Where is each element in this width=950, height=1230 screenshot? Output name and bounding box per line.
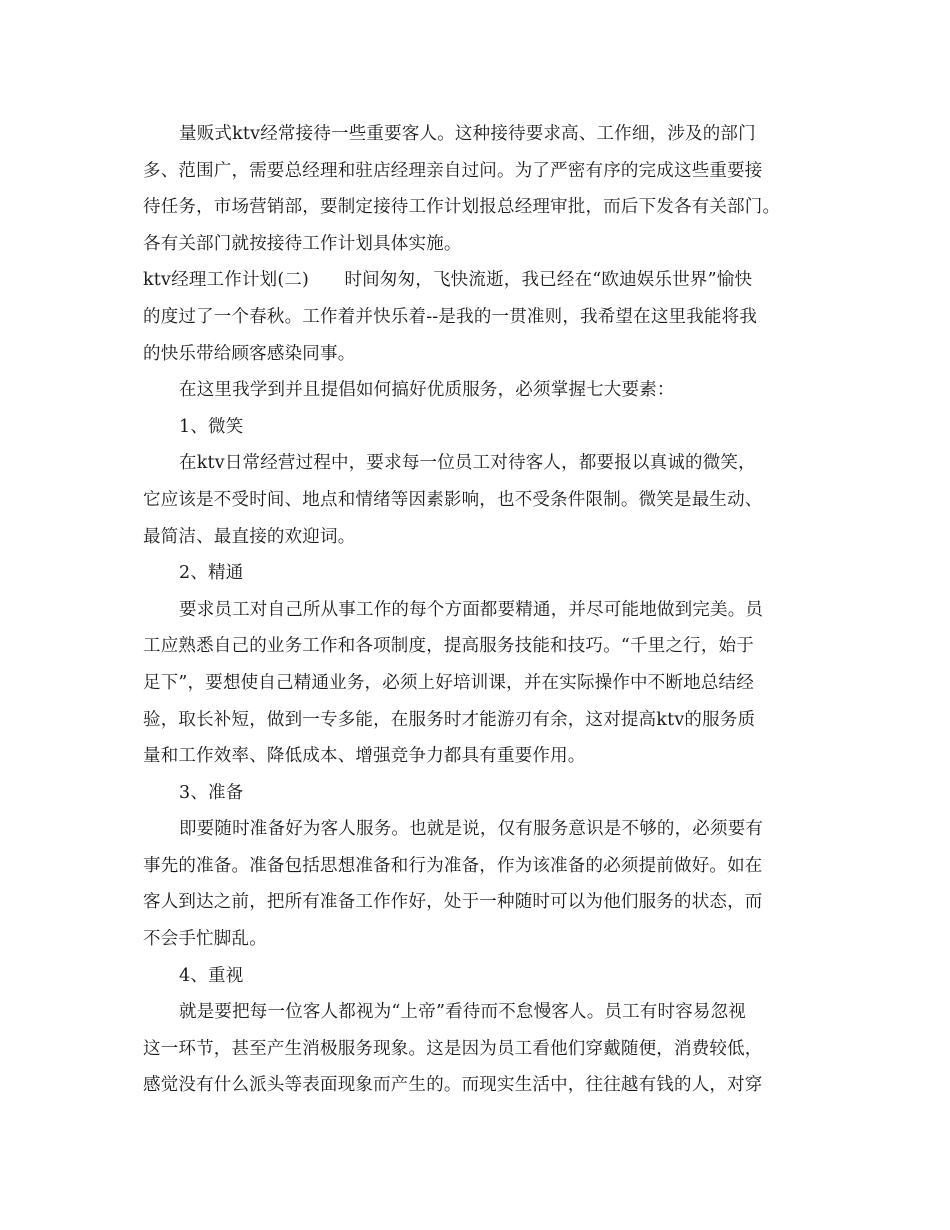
text-line: 待任务，市场营销部，要制定接待工作计划报总经理审批，而后下发各有关部门。	[143, 197, 781, 218]
text-line: 的快乐带给顾客感染同事。	[143, 343, 356, 364]
text-line: 最简洁、最直接的欢迎词。	[143, 526, 356, 547]
text-line: 各有关部门就按接待工作计划具体实施。	[143, 233, 462, 254]
text-line: 多、范围广，需要总经理和驻店经理亲自过问。为了严密有序的完成这些重要接	[143, 160, 763, 181]
list-heading-preparation: 3、准备	[179, 782, 244, 803]
text-line: 工应熟悉自己的业务工作和各项制度，提高服务技能和技巧。“千里之行，始于	[143, 636, 754, 657]
text-line: 它应该是不受时间、地点和情绪等因素影响，也不受条件限制。微笑是最生动、	[143, 489, 763, 510]
text-line: 量贩式ktv经常接待一些重要客人。这种接待要求高、工作细，涉及的部门	[179, 124, 756, 144]
text-line: 在ktv日常经营过程中，要求每一位员工对待客人，都要报以真诚的微笑，	[179, 453, 756, 474]
text-line: 感觉没有什么派头等表面现象而产生的。而现实生活中，往往越有钱的人，对穿	[143, 1075, 763, 1096]
text-line: 事先的准备。准备包括思想准备和行为准备，作为该准备的必须提前做好。如在	[143, 855, 763, 876]
list-heading-proficiency: 2、精通	[179, 563, 244, 584]
text-line: 验，取长补短，做到一专多能，在服务时才能游刃有余，这对提高ktv的服务质	[143, 709, 756, 730]
document-page	[143, 116, 815, 1104]
text-line: 不会手忙脚乱。	[143, 929, 267, 950]
text-line: 要求员工对自己所从事工作的每个方面都要精通，并尽可能地做到完美。员	[179, 599, 764, 620]
text-line: 客人到达之前，把所有准备工作作好，处于一种随时可以为他们服务的状态，而	[143, 892, 763, 913]
text-line: 就是要把每一位客人都视为“上帝”看待而不怠慢客人。员工有时容易忽视	[179, 1002, 746, 1023]
text-line: 足下”，要想使自己精通业务，必须上好培训课，并在实际操作中不断地总结经	[143, 672, 754, 693]
text-line: 在这里我学到并且提倡如何搞好优质服务，必须掌握七大要素：	[179, 380, 675, 401]
list-heading-attention: 4、重视	[179, 965, 244, 986]
text-line: 这一环节，甚至产生消极服务现象。这是因为员工看他们穿戴随便，消费较低，	[143, 1038, 763, 1059]
text-line: 即要随时准备好为客人服务。也就是说，仅有服务意识是不够的，必须要有	[179, 819, 764, 840]
text-line: 量和工作效率、降低成本、增强竞争力都具有重要作用。	[143, 746, 586, 767]
section-heading-line: ktv经理工作计划(二) 时间匆匆，飞快流逝，我已经在“欧迪娱乐世界”愉快	[143, 270, 753, 291]
text-line: 的度过了一个春秋。工作着并快乐着--是我的一贯准则，我希望在这里我能将我	[143, 306, 758, 327]
list-heading-smile: 1、微笑	[179, 416, 244, 437]
